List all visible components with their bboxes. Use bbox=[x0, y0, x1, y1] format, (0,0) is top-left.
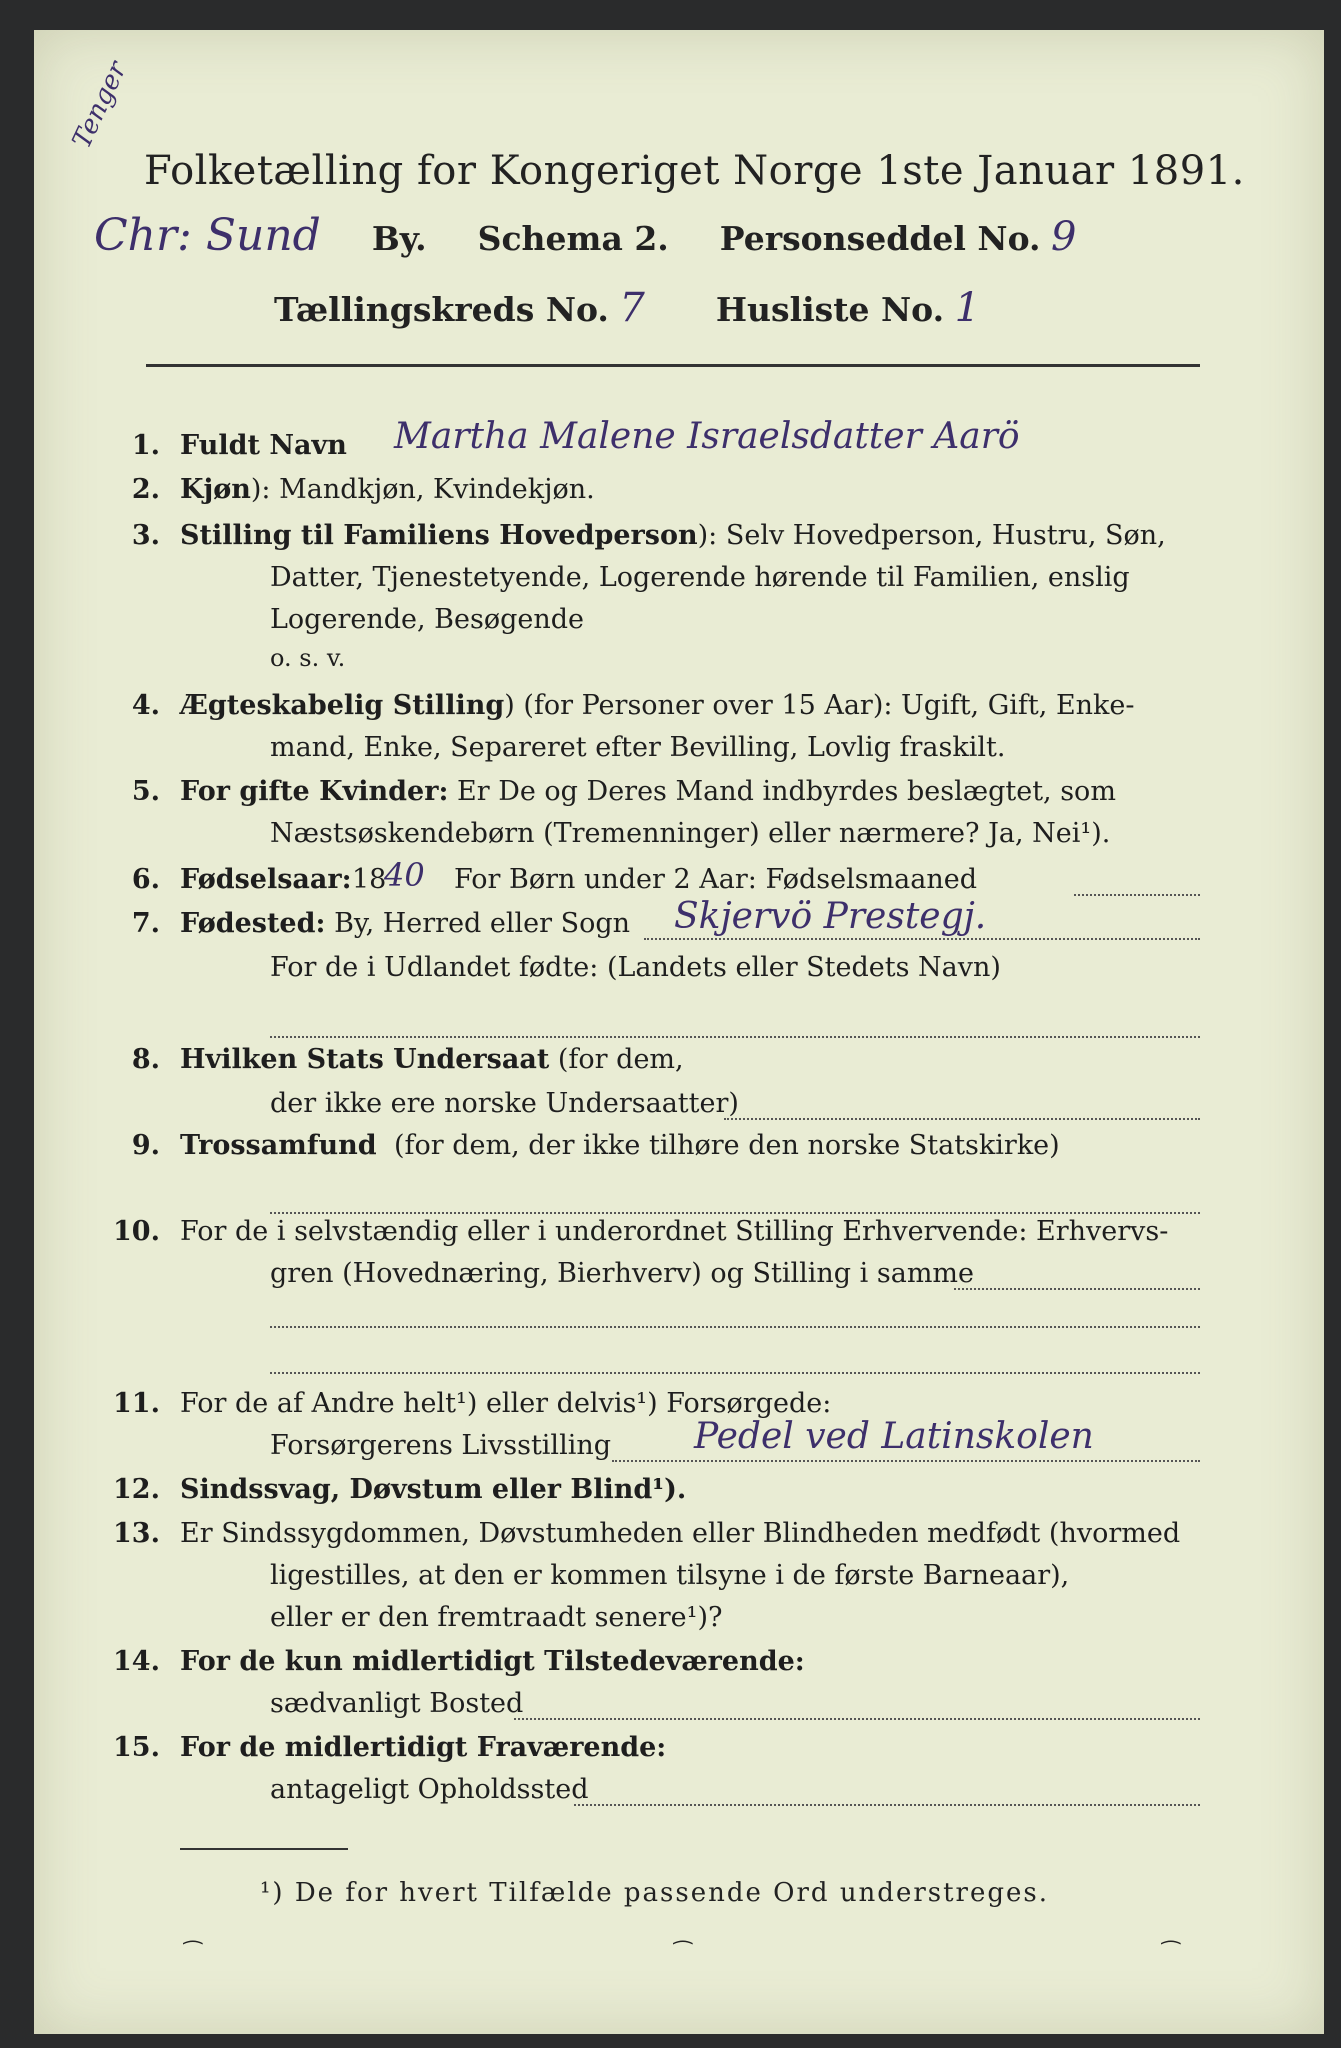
header-rule bbox=[146, 364, 1200, 367]
provider-occupation-answer: Pedel ved Latinskolen bbox=[694, 1416, 1094, 1457]
birth-year-answer: 40 bbox=[384, 856, 425, 894]
name-answer: Martha Malene Israelsdatter Aarö bbox=[394, 416, 1020, 457]
form-title: Folketælling for Kongeriget Norge 1ste Januar 1891. bbox=[144, 148, 1245, 194]
kreds-number: 7 bbox=[619, 285, 645, 331]
husliste-label: Husliste No. bbox=[715, 290, 945, 329]
city-line bbox=[94, 210, 1076, 261]
personseddel-number: 9 bbox=[1051, 214, 1077, 260]
census-form-sheet: Tenger Folketælling for Kongeriget Norge 1ste Januar 1891. Chr: Sund By. Schema 2. Personseddel No. 9 Tællingskreds No. 7 Husliste No. 1 1. Fuldt Navn Martha Malene Israelsdatter Aarö 2. Kjøn): Mandkjøn, Kvindekjøn. 3. Stilling til Familiens Hovedperson): Selv Hovedperson, Hustru, Søn, Datter, Tjenestetyende, Logerende hørende til Familien, enslig Logerende, Besøgende o. s. v. 4. Ægteskabelig Stilling) (for Personer over 15 Aar): Ugift, Gift, Enke- mand, Enke, Separeret efter Bevilling, Lovlig fraskilt. 5. For gifte Kvinder: Er De og Deres Mand indbyrdes beslægtet, som Næstsøskendebørn (Tremenninger) eller nærmere? Ja, Nei¹). 6. Fødselsaar: 18 40 For Børn under 2 Aar: Fødselsmaaned 7. Fødested: By, Herred eller Sogn Skjervö Prestegj. For de i Udlandet fødte: (Landets eller Stedets Navn) 8. Hvilken Stats Undersaat (for dem, der ikke ere norske Undersaatter) 9. Trossamfund (for dem, der ikke tilhøre den norske Statskirke) 10. For de i selvstændig eller i underordnet Stilling Erhvervende: Erhvervs- gren (Hovednæring, Bierhverv) og Stilling i samme 11. For de af Andre helt¹) eller delvis¹) Forsørgede: Forsørgerens Livsstilling Pedel ved Latinskolen 12. Sindssvag, Døvstum eller Blind¹). 13. Er Sindssygdommen, Døvstumheden eller Blindheden medfødt (hvormed ligestilles, at den er kommen tilsyne i de første Barneaar), eller er den fremtraadt senere¹)? 14. For de kun midlertidigt Tilstedeværende: sædvanligt Bosted 15. For de midlertidigt Fraværende: antageligt Opholdssted ¹) De for hvert Tilfælde passende Ord understreges. ⁀ ⁀ ⁀ bbox=[34, 30, 1324, 2034]
fuldt-navn-label: Fuldt Navn bbox=[180, 430, 347, 461]
footnote: ¹) De for hvert Tilfælde passende Ord understreges. bbox=[260, 1878, 1050, 1908]
birthplace-answer: Skjervö Prestegj. bbox=[674, 896, 987, 937]
margin-note: Tenger bbox=[66, 57, 133, 153]
kreds-label: Tællingskreds No. bbox=[274, 290, 609, 329]
registration-mark-right: ⁀ bbox=[1162, 1942, 1180, 1967]
footnote-rule bbox=[180, 1848, 348, 1850]
registration-mark-center: ⁀ bbox=[674, 1942, 692, 1967]
schema-label: Schema 2. bbox=[477, 219, 669, 258]
kreds-line bbox=[274, 285, 980, 331]
personseddel-label: Personseddel No. bbox=[719, 219, 1041, 258]
registration-mark-left: ⁀ bbox=[184, 1942, 202, 1967]
city-handwritten: Chr: Sund bbox=[94, 210, 321, 261]
husliste-number: 1 bbox=[954, 285, 981, 331]
by-label: By. bbox=[371, 219, 427, 258]
